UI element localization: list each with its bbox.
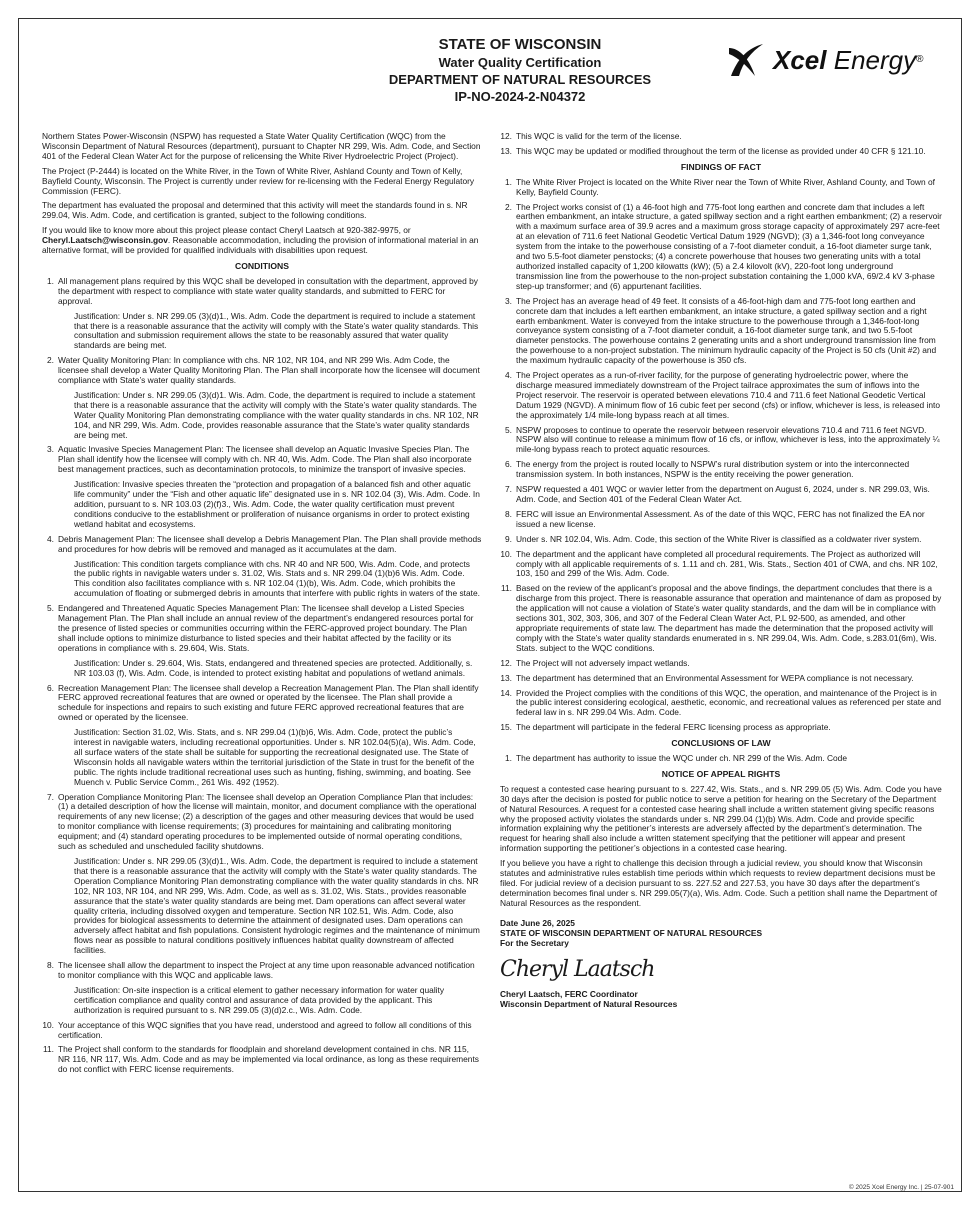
item-number: 5. (47, 603, 54, 614)
document-number: IP-NO-2024-2-N04372 (454, 89, 586, 104)
condition-item (42, 535, 482, 599)
justification-text: Justification: Under s. NR 299.05 (3)(d)1. Wis. Adm. Code, the department is required to include a statement that there is a reasonable assurance that the activity will comply with the State’s water quality standards. The Water Quality Monitoring Plan demonstrating compliance with the water quality standards in chs. NR 102, NR 104, and NR 299, Wis. Adm. Code, provides reasonable assurance that the State’s water quality standards are being met. (74, 389, 479, 440)
condition-item (42, 684, 482, 788)
item-number: 14. (500, 687, 512, 698)
condition-item (42, 793, 482, 957)
finding-item (500, 550, 942, 580)
condition-text: The Project shall conform to the standards for floodplain and shoreland development contained in chs. NR 115, NR 116, NR 117, Wis. Adm. Code and as may be implemented via local ordinance, as long as these requirements do not conflict with FERC license requirements. (58, 1044, 479, 1075)
item-number: 2. (505, 201, 512, 212)
intro-paragraph: The Project (P-2444) is located on the White River, in the Town of White River, Ashland County and Town of Kelly, Bayfield County, Wisconsin. The Project is currently under review for re-licensing with the Federal Energy Regulatory Commission (FERC). (42, 165, 475, 196)
contact-email-link[interactable]: Cheryl.Laatsch@wisconsin.gov (42, 235, 168, 246)
signoff-block (500, 919, 942, 949)
condition-text: Debris Management Plan: The licensee shall develop a Debris Management Plan. The Plan shall provide methods and procedures for how debris will be removed and managed as it accumulates at the dam. (58, 533, 482, 554)
justification-text: Justification: Invasive species threaten the “protection and propagation of a balanced fish and other aquatic life community” under the “Fish and other aquatic life” designated use in s. NR 102.04 (3), Wis. Adm. Code. In addition, pursuant to s. NR 103.03 (2)(f)3., Wis. Adm. Code, the water quality certification must prevent conditions conducive to the establishment or proliferation of nuisance organisms in order to protect existing wetland habitat and ecosystems. (74, 479, 480, 529)
finding-item (500, 535, 942, 545)
finding-text: The Project works consist of (1) a 46-foot high and 775-foot long earthen and concrete dam that includes a left earthen embankment, an intake structure, a gated spillway section and a right earthen embankment; (2) a reservoir with a maximum surface area of 39.9 acres and a maximum gross storage capacity of approximately 297 acre-feet at an elevation of 711.6 feet National Geodetic Vertical Datum 1929 (NGVD); (3) a 1,346-foot long conveyance system from the intake to the powerhouse consisting of a 7-foot diameter conduit, a 16-foot diameter surge tank, and two 5.5-foot diameter penstocks; (4) a concrete powerhouse that houses two generating units with a total authorized installed capacity of 1,200 kilowatts (kW); (5) a 2.4 kilovolt (kV), 220-foot long underground transmission line from the powerhouse to the non-project substation containing the 1,000 kVA, 69/2.4 kV 3-phase step-up transformer; and (6) appurtenant facilities. (516, 201, 942, 291)
condition-item (500, 147, 942, 157)
justification-text: Justification: This condition targets compliance with chs. NR 40 and NR 500, Wis. Adm. Code, and protects the public rights in navigable waters under s. 31.02, Wis. Stats and s. NR 299.04 (1)(b)6 Wis. Adm. Code. This condition also facilitates compliance with s. NR 102.04 (1)(b), Wis. Adm. Code, which prohibits the accumulation of floating or submerged debris in amounts that interfere with public rights in waters of the state. (74, 558, 480, 599)
appeal-heading: NOTICE OF APPEAL RIGHTS (661, 768, 781, 779)
condition-text: Operation Compliance Monitoring Plan: The licensee shall develop an Operation Compliance Plan that includes: (1) a detailed description of how the license will maintain, monitor, and document compliance with the operational requirements of any new license; (2) a description of the gages and other measuring devices that would be used to monitor compliance with license requirements; (3) procedures for maintaining and calibrating monitoring equipment; and (4) standard operating procedures to be implemented outside of normal operating conditions, such as scheduled and unscheduled facility shutdowns. (58, 791, 477, 852)
condition-item (42, 356, 482, 440)
finding-text: Provided the Project complies with the conditions of this WQC, the operation, and maintenance of the Project is in the public interest considering ecological, aesthetic, economic, and recreational values as referenced per state and federal law in s. NR 299.04 Wis. Adm. Code. (516, 687, 942, 718)
condition-item (42, 445, 482, 529)
finding-text: The department has determined that an Environmental Assessment for WEPA compliance is not necessary. (516, 672, 914, 683)
finding-text: The department and the applicant have completed all procedural requirements. The Project as authorized will comply with all applicable requirements of s. 1.11 and ch. 281, Wis. Stats., Section 401 of CWA, and chs. NR 102, 103, 150 and 299 of the Wis. Adm. Code. (516, 548, 938, 579)
right-column (500, 132, 942, 1010)
item-number: 3. (505, 295, 512, 306)
signoff-org: STATE OF WISCONSIN DEPARTMENT OF NATURAL RESOURCES (500, 927, 763, 938)
signoff-date: Date June 26, 2025 (500, 917, 575, 928)
finding-item (500, 584, 942, 653)
title-block (250, 36, 790, 105)
condition-item (42, 961, 482, 1016)
copyright-footer: © 2025 Xcel Energy Inc. | 25-07-901 (848, 1184, 954, 1191)
xcel-energy-logo (725, 40, 975, 80)
findings-list (500, 178, 942, 733)
item-number: 15. (500, 722, 512, 733)
item-number: 5. (505, 424, 512, 435)
condition-text: This WQC is valid for the term of the license. (516, 131, 682, 141)
finding-text: The department will participate in the federal FERC licensing process as appropriate. (516, 722, 831, 733)
item-number: 3. (47, 444, 54, 455)
item-number: 8. (47, 960, 54, 971)
item-number: 12. (500, 131, 512, 141)
finding-item (500, 460, 942, 480)
condition-text: The licensee shall allow the department to inspect the Project at any time upon reasonable advanced notification to monitor compliance with this WQC and applicable laws. (58, 960, 475, 980)
conditions-list (42, 277, 482, 1075)
state-title: STATE OF WISCONSIN (438, 36, 602, 53)
item-number: 11. (500, 583, 512, 594)
item-number: 4. (505, 370, 512, 381)
item-number: 6. (505, 459, 512, 470)
item-number: 10. (500, 548, 512, 559)
conclusion-text: The department has authority to issue the WQC under ch. NR 299 of the Wis. Adm. Code (516, 753, 847, 764)
finding-text: The White River Project is located on the White River near the Town of White River, Ashland County, and Town of Kelly, Bayfield County. (516, 176, 935, 197)
left-column (42, 132, 482, 1080)
item-number: 8. (505, 508, 512, 519)
item-number: 7. (47, 791, 54, 802)
condition-text: Water Quality Monitoring Plan: In compliance with chs. NR 102, NR 104, and NR 299 Wis. Adm Code, the licensee shall develop a Water Quality Monitoring Plan. The Plan shall incorporate how the licensee will document compliance with State’s water quality standards. (58, 355, 480, 386)
item-number: 1. (47, 275, 54, 286)
contact-paragraph (42, 226, 482, 256)
finding-item (500, 510, 942, 530)
justification-text: Justification: Section 31.02, Wis. Stats, and s. NR 299.04 (1)(b)6, Wis. Adm. Code, protect the public’s interest in navigable waters, including recreational opportunities. Under s. NR 102.04(5)(a), Wis. Adm. Code, all surface waters of the state shall be suitable for supporting the recreational designated use. The State of Wisconsin holds all navigable waters within the territorial jurisdiction of the State in trust for the benefit of the public. The rights include traditional recreational uses such as hunting, fishing, swimming, and boating. See Muench v. Public Service Comm., 261 Wis. 492 (1952). (74, 727, 476, 787)
contact-text: . Reasonable accommodation, including the provision of informational material in an alternative format, will be provided for qualified individuals with disabilities upon request. (42, 235, 479, 256)
finding-text: The Project has an average head of 49 feet. It consists of a 46-foot-high dam and 775-foot long earthen and concrete dam that includes a left earthen embankment, an intake structure, a gated spillway section and a right earth embankment. Water is conveyed from the intake structure to the powerhouse through a 1,346-foot-long conveyance system consisting of a 7-foot diameter conduit, a 16-foot diameter surge tank, and two 5.5-foot diameter penstocks. The powerhouse contains 2 generating units and a short underground transmission line from the powerhouse to a non-project substation. The minimum hydraulic capacity of the Project is 50 cfs (Unit #2) and the maximum hydraulic capacity of the powerhouse is 350 cfs. (516, 295, 937, 366)
finding-text: NSPW proposes to continue to operate the reservoir between reservoir elevations 710.4 and 711.6 feet NGVD. NSPW also will continue to release a minimum flow of 16 cfs, or inflow, whichever is less, into the approximately ¼ mile-long bypass reach to protect aquatic resources. (516, 424, 940, 455)
conclusions-list (500, 754, 942, 764)
appeal-paragraph: If you believe you have a right to challenge this decision through a judicial review, you should know that Wisconsin statutes and administrative rules establish time periods within which requests to review department decisions must be filed. For judicial review of a decision pursuant to ss. 227.52 and 227.53, you have 30 days after the department’s determination becomes final under s. NR 299.05(7)(a), Wis. Adm. Code. Such a petition shall name the Department of Natural Resources as the respondent. (500, 858, 938, 908)
finding-item (500, 297, 942, 366)
condition-text: All management plans required by this WQC shall be developed in consultation with the department, approved by the department with respect to compliance with state water quality standards, and submitted to FERC for approval. (58, 275, 478, 306)
item-number: 1. (505, 176, 512, 187)
finding-text: The Project operates as a run-of-river facility, for the purpose of generating hydroelectric power, where the discharge measured immediately downstream of the Project tailrace approximates the sum of inflows into the Project reservoir. The reservoir is operated between elevations 710.4 and 711.6 feet National Geodetic Vertical Datum 1929 (NGVD). A minimum flow of 16 cubic feet per second (cfs) or inflow, whichever is less, is released into the approximately 1/4 mile-long bypass reach at all times. (516, 370, 941, 420)
conclusions-heading: CONCLUSIONS OF LAW (671, 738, 771, 749)
justification-text: Justification: Under s. 29.604, Wis. Stats, endangered and threatened species are protected. Additionally, s. NR 103.03 (f), Wis. Adm. Code, is intended to protect existing habitat and populations of wetland animals. (74, 657, 473, 678)
condition-item (42, 277, 482, 351)
xcel-swoosh-icon (725, 40, 767, 82)
conclusion-item (500, 754, 942, 764)
finding-text: The Project will not adversely impact wetlands. (516, 657, 690, 668)
intro-paragraph: The department has evaluated the proposal and determined that this activity will meet the standards found in s. NR 299.04, Wis. Adm. Code, and certification is granted, subject to the following conditions. (42, 200, 468, 221)
finding-item (500, 659, 942, 669)
item-number: 10. (42, 1019, 54, 1030)
item-number: 7. (505, 484, 512, 495)
item-number: 2. (47, 355, 54, 366)
certification-title: Water Quality Certification (438, 55, 602, 70)
department-title: DEPARTMENT OF NATURAL RESOURCES (388, 72, 652, 87)
finding-item (500, 689, 942, 719)
finding-text: The energy from the project is routed locally to NSPW’s rural distribution system or into the interconnected transmission system. In both instances, NSPW is the entity receiving the power generation. (516, 459, 910, 480)
condition-item (42, 1021, 482, 1041)
finding-text: Under s. NR 102.04, Wis. Adm. Code, this section of the White River is classified as a coldwater river system. (516, 533, 922, 544)
item-number: 13. (500, 672, 512, 683)
item-number: 1. (505, 753, 512, 764)
item-number: 12. (500, 657, 512, 668)
condition-text: This WQC may be updated or modified throughout the term of the license as provided under 40 CFR § 121.10. (516, 145, 926, 156)
item-number: 6. (47, 682, 54, 693)
condition-text: Aquatic Invasive Species Management Plan: The licensee shall develop an Aquatic Invasive Species Plan. The Plan shall identify how the licensee will comply with ch. NR 40, Wis. Adm. Code. The Plan shall also incorporate best management practices, such as decontamination protocols, to minimize the transport of invasive species. (58, 444, 472, 475)
logo-wordmark (773, 44, 924, 76)
finding-text: NSPW requested a 401 WQC or wavier letter from the department on August 6, 2024, under s. NR 299.03, Wis. Adm. Code, and Section 401 of the Federal Clean Water Act. (516, 484, 930, 504)
logo-rest: Energy (833, 45, 917, 75)
conditions-heading: CONDITIONS (235, 260, 289, 271)
signer-name: Cheryl Laatsch, FERC Coordinator (500, 989, 638, 1000)
finding-item (500, 203, 942, 292)
condition-item (42, 1045, 482, 1075)
signoff-for: For the Secretary (500, 937, 569, 948)
finding-item (500, 485, 942, 505)
logo-registered: ® (916, 54, 924, 65)
justification-text: Justification: On-site inspection is a critical element to gather necessary information for water quality certification compliance and quality control and assurance of data provided by the applicant. This authorization is required pursuant to s. NR 299.05 (3)(d)2.c., Wis. Adm. Code. (74, 984, 445, 1015)
finding-item (500, 723, 942, 733)
condition-text: Your acceptance of this WQC signifies that you have read, understood and agreed to follow all conditions of this certification. (58, 1019, 472, 1040)
finding-item (500, 674, 942, 684)
signer-department: Wisconsin Department of Natural Resources (500, 999, 678, 1010)
item-number: 4. (47, 533, 54, 544)
finding-item (500, 178, 942, 198)
condition-text: Endangered and Threatened Aquatic Species Management Plan: The licensee shall develop a Listed Species Management Plan. The Plan shall include an annual review of the department’s endangered resources portal for the presence of listed species or communities occurring within the FERC-approved project boundary. The Plan shall include options to minimize disturbance to listed species and their habitat affected by the facility or its operations in compliance with s. 29.604, Wis. Stats. (58, 603, 474, 653)
document-header (30, 36, 950, 114)
logo-bold: Xcel (773, 45, 827, 75)
finding-item (500, 371, 942, 421)
justification-text: Justification: Under s. NR 299.05 (3)(d)1., Wis. Adm. Code the department is required to include a statement that there is a reasonable assurance that the activity will comply with the State’s water quality standards. This consultation and submission requirement allows the state to be reasonably assured that water quality standards are being met. (74, 310, 479, 351)
item-number: 11. (42, 1044, 54, 1055)
findings-heading: FINDINGS OF FACT (680, 161, 762, 172)
contact-text: If you would like to know more about this project please contact Cheryl Laatsch at 920-382-9975, or (42, 225, 411, 236)
condition-item (500, 132, 942, 142)
intro-paragraph: Northern States Power-Wisconsin (NSPW) has requested a State Water Quality Certification (WQC) from the Wisconsin Department of Natural Resources (department), pursuant to Chapter NR 299, Wis. Adm. Code, and Section 401 of the Federal Clean Water Act for the purpose of relicensing the White River Hydroelectric Project (Project). (42, 131, 481, 161)
condition-item (42, 604, 482, 678)
finding-text: FERC will issue an Environmental Assessment. As of the date of this WQC, FERC has not finalized the EA nor issued a new license. (516, 508, 925, 529)
condition-text: Recreation Management Plan: The licensee shall develop a Recreation Management Plan. The Plan shall identify FERC approved recreational features that are owned or operated by the licensee. The Plan shall provide a schedule for inspections and repairs to such existing and future FERC approved recreational features that are owned or operated by the licensee. (58, 682, 479, 723)
conditions-list-continued (500, 132, 942, 157)
handwritten-signature: Cheryl Laatsch (500, 957, 655, 983)
item-number: 9. (505, 533, 512, 544)
finding-item (500, 426, 942, 456)
appeal-paragraph: To request a contested case hearing pursuant to s. 227.42, Wis. Stats., and s. NR 299.05 (5) Wis. Adm. Code you have 30 days after the decision is posted for public notice to serve a petition for hearing on the Secretary of the Department of Natural Resources. A request for a contested case hearing shall include a written statement giving specific reasons why the proposed activity violates the standards under s. NR 299.04 (1)(b) Wis. Adm. Code and provide specific information explaining why the petitioner’s interests are adversely affected by the department’s determination. The request for hearing shall also include a written statement specifying that the petitioner will appear and present information supporting the petitioner’s objections in a contested case hearing. (500, 783, 942, 854)
justification-text: Justification: Under s. NR 299.05 (3)(d)1., Wis. Adm. Code, the department is required to include a statement that there is a reasonable assurance that the activity will comply with the State’s water quality standards. The Operation Compliance Monitoring Plan demonstrating compliance with the water quality standards in chs. NR 102, NR 103, NR 104, and NR 299, Wis. Adm. Code, as well as s. 31.02, Wis. Stats., provides reasonable assurance that the state’s water quality standards are being met. Dam operations can affect several water quality criteria, including dissolved oxygen and temperature. Section NR 102.51, Wis. Adm. Code, also provides for biological assessments to determine the attainment of designated uses. Dam operations can adversely affect habitat and fish populations. Consistent hydrologic regimes and the maintenance of minimum flows near as possible to natural conditions positively influences habitat quality downstream of affected facilities. (74, 856, 480, 956)
item-number: 13. (500, 145, 512, 156)
finding-text: Based on the review of the applicant’s proposal and the above findings, the department concludes that there is a discharge from this project. There is reasonable assurance that operation and maintenance of dam as proposed by the application will not cause a violation of State’s water quality standards, and the dam will be in compliance with sections 301, 302, 303, 306, and 307 of the Federal Clean Water Act, P.L 92-500, as amended, and other appropriate requirements of state law. The department has made the determination that the proposed activity will comply with the State’s water quality standards enumerated in s. NR 299.04, Wis. Adm. Code, s.283.01(6m), Wis. Stats. subject to the WQC conditions. (516, 583, 942, 653)
